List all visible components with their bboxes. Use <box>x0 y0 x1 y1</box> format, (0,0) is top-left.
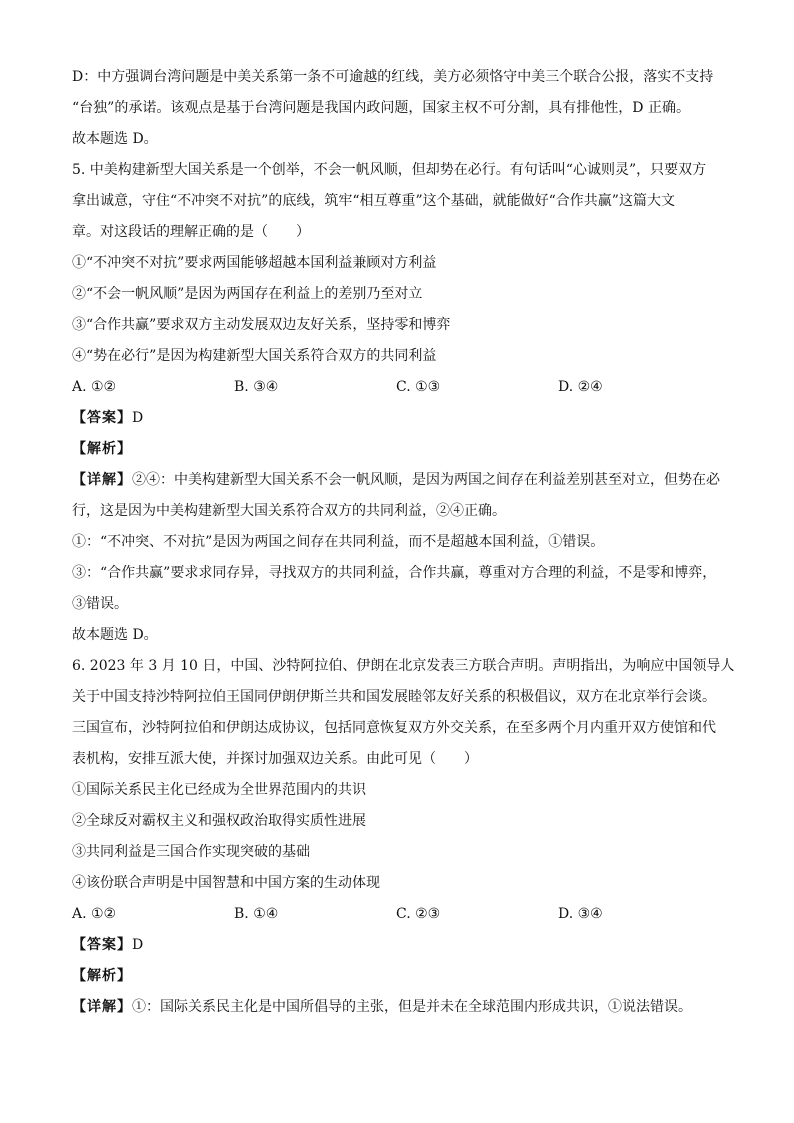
q6-stem-line: 表机构，安排互派大使，并探讨加强双边关系。由此可见（ ） <box>72 751 478 767</box>
q6-stem-line: 关于中国支持沙特阿拉伯王国同伊朗伊斯兰共和国发展睦邻友好关系的积极倡议，双方在北京举行会谈。 <box>72 689 716 705</box>
q6-analysis-heading <box>72 961 732 992</box>
q4-analysis-line: “台独”的承诺。该观点是基于台湾问题是我国内政问题，国家主权不可分割，具有排他性，D 正确。 <box>72 100 690 116</box>
q6-stem-line: 三国宣布，沙特阿拉伯和伊朗达成协议，包括同意恢复双方外交关系，在至多两个月内重开双方使馆和代 <box>72 720 716 736</box>
q5-statement: ②“不会一帆风顺”是因为两国存在利益上的差别乃至对立 <box>72 286 423 302</box>
answer-value: D <box>132 937 144 953</box>
detail-tag: 【详解】 <box>72 999 132 1015</box>
q5-answer <box>72 403 732 434</box>
q6-option-a: A. ①② <box>72 906 117 922</box>
answer-value: D <box>132 410 144 426</box>
detail-tag: 【详解】 <box>72 472 132 488</box>
q5-stem-line: 5. 中美构建新型大国关系是一个创举，不会一帆风顺，但却势在必行。有句话叫“心诚则灵”，只要双方 <box>72 162 707 178</box>
q5-detail-line <box>72 465 732 496</box>
document-page <box>72 62 735 1023</box>
q6-answer <box>72 930 732 961</box>
q6-option-c: C. ②③ <box>396 906 441 922</box>
q6-statement: ④该份联合声明是中国智慧和中国方案的生动体现 <box>72 875 380 891</box>
q5-detail-line: ③错误。 <box>72 596 128 612</box>
q5-stem-line: 章。对这段话的理解正确的是（ ） <box>72 224 310 240</box>
q5-analysis-heading <box>72 434 732 465</box>
analysis-tag: 【解析】 <box>72 441 132 457</box>
q6-detail-line <box>72 992 732 1023</box>
q6-statement: ①国际关系民主化已经成为全世界范围内的共识 <box>72 782 366 798</box>
q5-option-d: D. ②④ <box>558 379 603 395</box>
analysis-tag: 【解析】 <box>72 968 132 984</box>
q6-options <box>72 899 732 930</box>
q5-detail-line: ③：“合作共赢”要求求同存异，寻找双方的共同利益，合作共赢，尊重对方合理的利益，不是零和博弈， <box>72 565 717 581</box>
q6-option-d: D. ③④ <box>558 906 603 922</box>
q4-conclusion: 故本题选 D。 <box>72 131 158 147</box>
q5-detail-line: 行，这是因为中美构建新型大国关系符合双方的共同利益，②④正确。 <box>72 503 506 519</box>
q6-statement: ②全球反对霸权主义和强权政治取得实质性进展 <box>72 813 366 829</box>
q5-statement: ①“不冲突不对抗”要求两国能够超越本国利益兼顾对方利益 <box>72 255 437 271</box>
q5-stem-line: 拿出诚意，守住“不冲突不对抗”的底线，筑牢“相互尊重”这个基础，就能做好“合作共赢”这篇大文 <box>72 193 675 209</box>
q5-option-b: B. ③④ <box>234 379 279 395</box>
detail-text: ①：国际关系民主化是中国所倡导的主张，但是并未在全球范围内形成共识，①说法错误。 <box>132 999 692 1015</box>
answer-tag: 【答案】 <box>72 937 132 953</box>
q5-options <box>72 372 732 403</box>
q5-conclusion: 故本题选 D。 <box>72 627 158 643</box>
q5-detail-line: ①：“不冲突、不对抗”是因为两国之间存在共同利益，而不是超越本国利益，①错误。 <box>72 534 605 550</box>
q4-analysis-line: D：中方强调台湾问题是中美关系第一条不可逾越的红线，美方必须恪守中美三个联合公报，落实不支持 <box>72 69 714 85</box>
q5-option-a: A. ①② <box>72 379 117 395</box>
detail-text: ②④：中美构建新型大国关系不会一帆风顺，是因为两国之间存在利益差别甚至对立，但势在必 <box>132 472 720 488</box>
q5-option-c: C. ①③ <box>396 379 441 395</box>
q6-statement: ③共同利益是三国合作实现突破的基础 <box>72 844 310 860</box>
answer-tag: 【答案】 <box>72 410 132 426</box>
q6-stem-line: 6. 2023 年 3 月 10 日，中国、沙特阿拉伯、伊朗在北京发表三方联合声明。声明指出，为响应中国领导人 <box>72 658 735 674</box>
q5-statement: ③“合作共赢”要求双方主动发展双边友好关系，坚持零和博弈 <box>72 317 451 333</box>
q6-option-b: B. ①④ <box>234 906 279 922</box>
q5-statement: ④“势在必行”是因为构建新型大国关系符合双方的共同利益 <box>72 348 437 364</box>
